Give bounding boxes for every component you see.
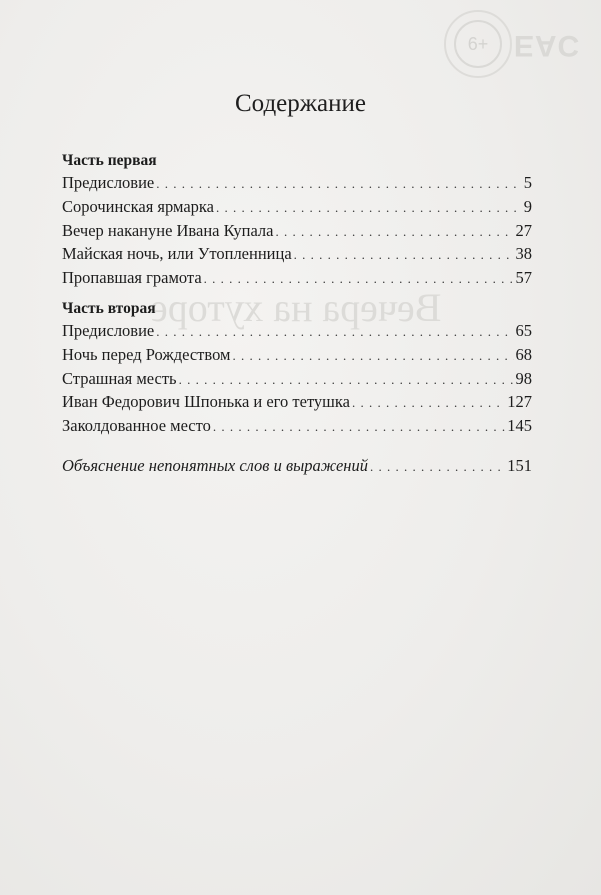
leader-dots [352,391,505,415]
toc-entry-title: Предисловие [62,173,155,192]
toc-entry [62,414,532,438]
toc-entry-title: Предисловие [62,320,155,340]
show-through-book-title: Вечера на хуторе [150,285,442,330]
age-rating-seal-icon [444,10,512,78]
section-spacer [62,438,532,454]
toc-entry-page: 68 [515,344,532,364]
age-rating-label: 6+ [454,20,502,68]
toc-entry [62,195,532,219]
toc-entry-page: 57 [515,268,532,288]
toc-entry-title: Страшная месть [62,368,177,388]
toc-entry-title: Ночь перед Рождеством [62,344,231,364]
toc-entry-glossary [62,454,532,478]
leader-dots [156,320,513,344]
leader-dots [213,415,505,439]
toc-entry [62,390,532,414]
page-title: Содержание [235,90,366,117]
toc-entry-page: 9 [523,196,532,216]
toc-entry-page: 27 [515,220,532,240]
toc-entry-title: Заколдованное место [62,416,211,436]
leader-dots [275,220,513,244]
leader-dots [232,344,513,368]
toc-entry [62,242,532,266]
toc-entry [62,171,532,195]
toc-entry-title: Вечер накануне Ивана Купала [62,220,274,240]
toc-entry-title: Иван Федорович Шпонька и его тетушка [62,392,350,412]
toc-entry [62,343,532,367]
section-spacer [62,290,532,298]
leader-dots [204,267,514,291]
toc-entry-title: Объяснение непонятных слов и выражений [62,455,368,475]
toc-entry [62,219,532,243]
eac-mark-icon: EAC [513,29,581,62]
toc-entry-title: Майская ночь, или Утопленница [62,244,292,264]
leader-dots [179,368,514,392]
table-of-contents [62,150,532,478]
toc-entry [62,266,532,290]
toc-entry-page: 65 [515,320,532,340]
toc-entry-title: Сорочинская ярмарка [62,196,214,216]
toc-entry-page: 98 [515,368,532,388]
toc-entry [62,367,532,391]
toc-entry-page: 145 [507,416,532,436]
toc-entry-page: 5 [523,173,532,192]
leader-dots [370,455,505,479]
leader-dots [156,172,522,196]
toc-entry-title: Пропавшая грамота [62,268,202,288]
leader-dots [294,243,514,267]
part-two-heading: Часть вторая [62,299,156,317]
toc-entry [62,319,532,343]
toc-entry-page: 151 [507,455,532,475]
part-one-heading: Часть первая [62,152,157,169]
toc-entry-page: 38 [515,244,532,264]
leader-dots [216,196,522,220]
toc-entry-page: 127 [507,392,532,412]
